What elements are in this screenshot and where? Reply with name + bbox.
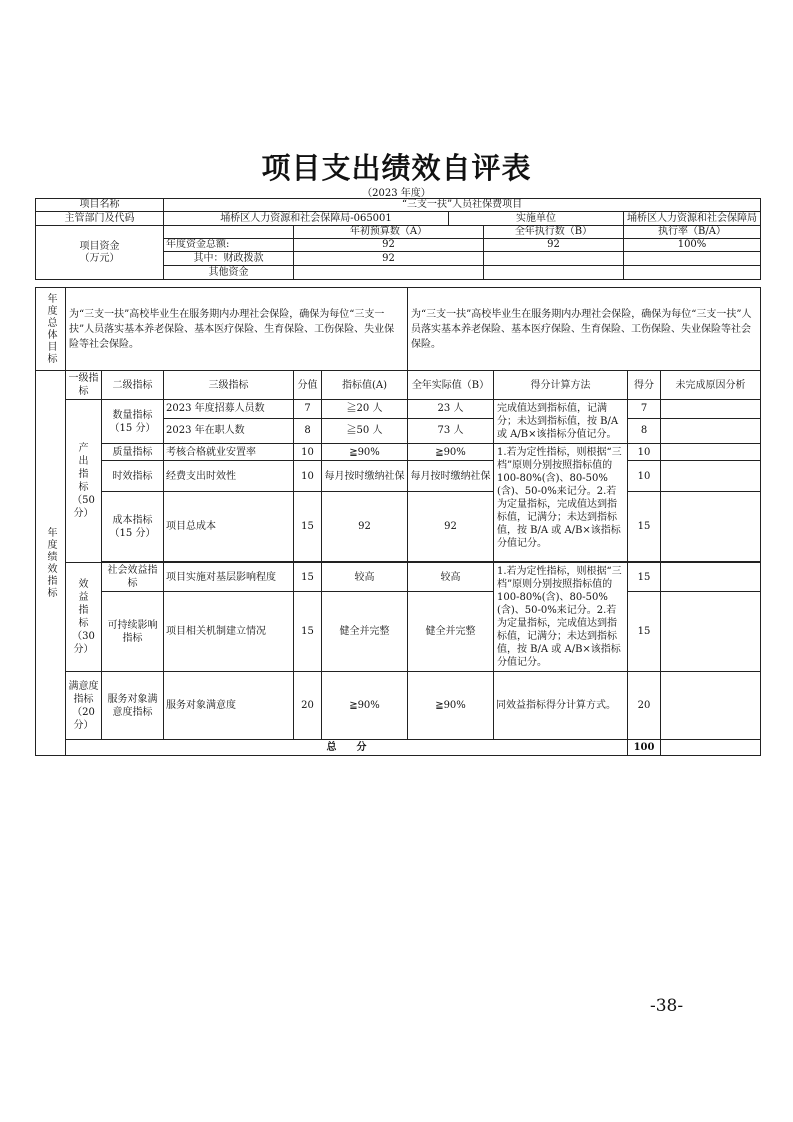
indicators-section-text: 年度绩效指标 xyxy=(45,527,56,599)
method-quantity: 完成值达到指标值，记满分；未达到指标值，按 B/A 或 A/B×该指标分值记分。 xyxy=(494,400,628,444)
indicator-target: 健全并完整 xyxy=(322,592,408,672)
goals-planned: 为“三支一扶”高校毕业生在服务期内办理社会保险，确保为每位“三支一扶”人员落实基本养老保险、基本医疗保险、生育保险、工伤保险、失业保险等社会保险。 xyxy=(66,288,408,371)
indicator-actual: 每月按时缴纳社保 xyxy=(408,461,494,492)
benefit-l1-line: （30 xyxy=(72,631,95,642)
page-subtitle: （2023 年度） xyxy=(362,188,431,199)
sustain-l2: 可持续影响指标 xyxy=(102,592,164,672)
output-l1-line: （50 xyxy=(72,495,95,506)
header-l3: 三级指标 xyxy=(164,371,294,400)
project-info-table xyxy=(35,198,761,280)
indicators-section-label xyxy=(36,371,66,756)
quantity-l2: 数量指标（15 分） xyxy=(102,400,164,444)
funds-col-rate: 执行率（B/A） xyxy=(624,226,761,239)
dept-label: 主管部门及代码 xyxy=(36,212,164,226)
indicator-weight: 7 xyxy=(294,400,322,419)
goals-label xyxy=(36,288,66,371)
indicator-l3: 考核合格就业安置率 xyxy=(164,444,294,461)
indicator-target: 每月按时缴纳社保 xyxy=(322,461,408,492)
indicator-score: 10 xyxy=(628,444,661,461)
benefit-l1-line: 益 xyxy=(78,592,89,603)
indicator-score: 8 xyxy=(628,418,661,443)
header-score: 得分 xyxy=(628,371,661,400)
indicator-reason xyxy=(661,444,761,461)
project-name-value: “三支一扶”人员社保费项目 xyxy=(164,199,761,212)
funds-col-budget: 年初预算数（A） xyxy=(294,226,484,239)
indicator-target: ≧20 人 xyxy=(322,400,408,419)
benefit-l1-line: 效 xyxy=(78,579,89,590)
funds-row-rate: 100% xyxy=(624,239,761,252)
indicator-actual: 73 人 xyxy=(408,418,494,443)
output-l1-line: 产 xyxy=(78,443,89,454)
indicator-actual: ≧90% xyxy=(408,444,494,461)
header-weight: 分值 xyxy=(294,371,322,400)
indicator-weight: 15 xyxy=(294,492,322,562)
indicators-table xyxy=(35,370,761,756)
page-title: 项目支出绩效自评表 xyxy=(261,151,532,185)
output-l1-line: 标 xyxy=(78,482,89,493)
indicator-score: 15 xyxy=(628,492,661,562)
indicator-target: 92 xyxy=(322,492,408,562)
indicator-score: 10 xyxy=(628,461,661,492)
indicator-reason xyxy=(661,400,761,419)
indicator-reason xyxy=(661,563,761,592)
indicator-l3: 服务对象满意度 xyxy=(164,672,294,740)
funds-row-label: 其他资金 xyxy=(164,266,294,280)
page-number: -38- xyxy=(650,996,684,1016)
indicator-l3: 2023 年在职人数 xyxy=(164,418,294,443)
indicator-weight: 15 xyxy=(294,592,322,672)
benefit-l1-line: 指 xyxy=(78,605,89,616)
total-label: 总 分 xyxy=(66,740,628,756)
indicator-actual: 92 xyxy=(408,492,494,562)
indicator-weight: 10 xyxy=(294,461,322,492)
indicator-l3: 2023 年度招募人员数 xyxy=(164,400,294,419)
funds-row-exec: 92 xyxy=(484,239,624,252)
indicator-reason xyxy=(661,418,761,443)
annual-goals-table xyxy=(35,287,761,371)
funds-col-exec: 全年执行数（B） xyxy=(484,226,624,239)
funds-row-label: 年度资金总额: xyxy=(164,239,294,252)
social-l2: 社会效益指标 xyxy=(102,563,164,592)
header-l2: 二级指标 xyxy=(102,371,164,400)
indicator-weight: 10 xyxy=(294,444,322,461)
dept-value: 埇桥区人力资源和社会保障局-065001 xyxy=(164,212,449,226)
indicator-score: 15 xyxy=(628,563,661,592)
indicator-actual: ≧90% xyxy=(408,672,494,740)
funds-row-exec xyxy=(484,266,624,280)
indicator-reason xyxy=(661,592,761,672)
output-l1-line: 指 xyxy=(78,469,89,480)
satisfaction-l2: 服务对象满意度指标 xyxy=(102,672,164,740)
indicator-score: 7 xyxy=(628,400,661,419)
timeliness-l2: 时效指标 xyxy=(102,461,164,492)
indicator-score: 20 xyxy=(628,672,661,740)
indicator-l3: 项目相关机制建立情况 xyxy=(164,592,294,672)
indicator-actual: 23 人 xyxy=(408,400,494,419)
total-score: 100 xyxy=(628,740,661,756)
funds-row-label: 其中：财政拨款 xyxy=(164,252,294,266)
header-l1: 一级指标 xyxy=(66,371,102,400)
funds-row-exec xyxy=(484,252,624,266)
indicator-reason xyxy=(661,492,761,562)
funds-row-rate xyxy=(624,252,761,266)
cost-l2: 成本指标（15 分） xyxy=(102,492,164,562)
indicator-score: 15 xyxy=(628,592,661,672)
indicator-weight: 8 xyxy=(294,418,322,443)
project-name-label: 项目名称 xyxy=(36,199,164,212)
indicator-target: ≧50 人 xyxy=(322,418,408,443)
funds-row-budget: 92 xyxy=(294,239,484,252)
benefit-l1 xyxy=(66,563,102,672)
indicator-weight: 15 xyxy=(294,563,322,592)
benefit-l1-line: 标 xyxy=(78,618,89,629)
indicator-reason xyxy=(661,672,761,740)
funds-label: 项目资金（万元） xyxy=(36,226,164,280)
header-target: 指标值(A) xyxy=(322,371,408,400)
total-reason xyxy=(661,740,761,756)
output-l1-line: 出 xyxy=(78,456,89,467)
goals-label-text: 年度总体目标 xyxy=(45,293,56,365)
header-method: 得分计算方法 xyxy=(494,371,628,400)
indicator-target: ≧90% xyxy=(322,672,408,740)
funds-row-budget xyxy=(294,266,484,280)
indicator-l3: 项目实施对基层影响程度 xyxy=(164,563,294,592)
method-satisfaction: 同效益指标得分计算方式。 xyxy=(494,672,628,740)
header-actual: 全年实际值（B） xyxy=(408,371,494,400)
indicator-l3: 项目总成本 xyxy=(164,492,294,562)
method-benefit: 1.若为定性指标，则根据“三档”原则分别按照指标值的 100-80%(含)、80-50%(含)、50-0%来记分。2.若为定量指标，完成值达到指标值，记满分；未达到指标值，按 B/A 或 A/B×该指标分值记分。 xyxy=(494,563,628,672)
indicator-actual: 健全并完整 xyxy=(408,592,494,672)
quality-l2: 质量指标 xyxy=(102,444,164,461)
goals-actual: 为“三支一扶”高校毕业生在服务期内办理社会保险，确保为每位“三支一扶”人员落实基本养老保险、基本医疗保险、生育保险、工伤保险、失业保险等社会保险。 xyxy=(408,288,761,371)
indicator-target: 较高 xyxy=(322,563,408,592)
indicator-l3: 经费支出时效性 xyxy=(164,461,294,492)
impl-label: 实施单位 xyxy=(449,212,624,226)
header-reason: 未完成原因分析 xyxy=(661,371,761,400)
indicator-actual: 较高 xyxy=(408,563,494,592)
satisfaction-l1: 满意度指标（20分） xyxy=(66,672,102,740)
benefit-l1-line: 分） xyxy=(73,644,94,655)
impl-value: 埇桥区人力资源和社会保障局 xyxy=(624,212,761,226)
indicator-target: ≧90% xyxy=(322,444,408,461)
method-output: 1.若为定性指标，则根据“三档”原则分别按照指标值的 100-80%(含)、80-50%(含)、50-0%来记分。2.若为定量指标，完成值达到指标值，记满分；未达到指标值，按 B/A 或 A/B×该指标分值记分。 xyxy=(494,444,628,562)
indicator-reason xyxy=(661,461,761,492)
output-l1-line: 分） xyxy=(73,508,94,519)
funds-row-rate xyxy=(624,266,761,280)
funds-row-budget: 92 xyxy=(294,252,484,266)
output-l1 xyxy=(66,400,102,563)
indicator-weight: 20 xyxy=(294,672,322,740)
